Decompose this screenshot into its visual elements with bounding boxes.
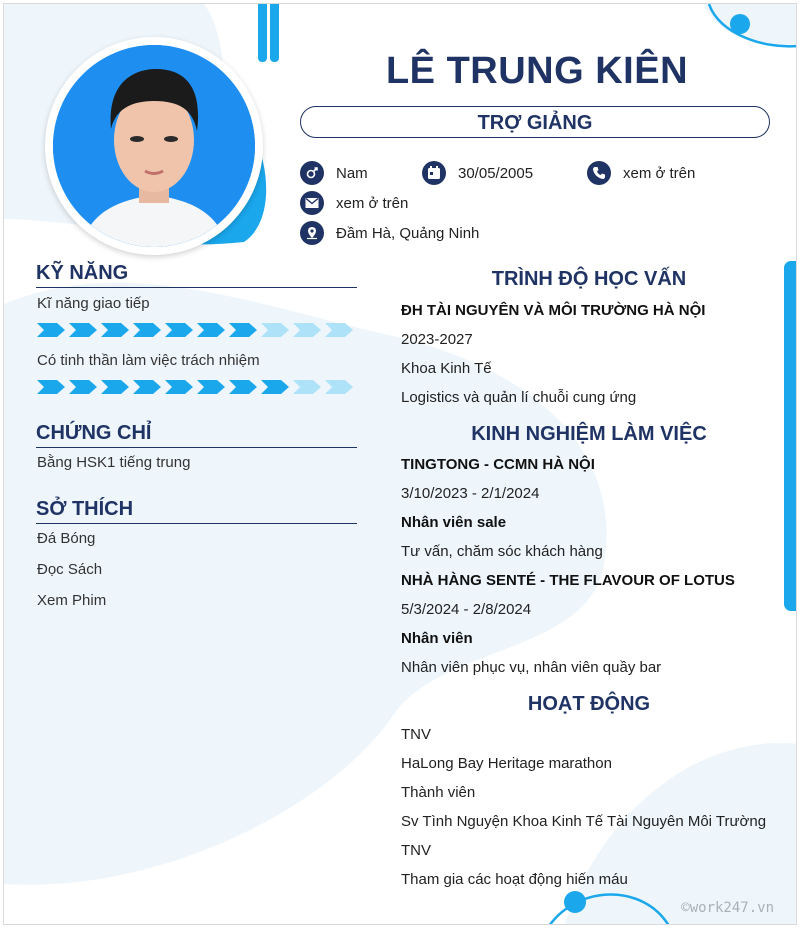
skill-chevron <box>197 323 227 337</box>
job-position: Nhân viên sale <box>401 514 507 531</box>
skills-heading: KỸ NĂNG <box>36 262 357 288</box>
study-period: 2023-2027 <box>401 331 473 348</box>
skill-chevron <box>261 380 291 394</box>
address-info <box>300 221 479 245</box>
company-name: NHÀ HÀNG SENTÉ - THE FLAVOUR OF LOTUS <box>401 572 735 589</box>
hobby-item: Đá Bóng <box>37 530 96 547</box>
activity-event: Sv Tình Nguyện Khoa Kinh Tế Tài Nguyên Môi Trường <box>401 813 767 830</box>
skill-chevron <box>101 380 131 394</box>
watermark: ©work247.vn <box>681 900 774 916</box>
skill-chevron <box>165 380 195 394</box>
job-position: Nhân viên <box>401 630 473 647</box>
skill-label: Kĩ năng giao tiếp <box>37 295 150 312</box>
activity-event: HaLong Bay Heritage marathon <box>401 755 612 772</box>
skill-label: Có tinh thần làm việc trách nhiệm <box>37 352 260 369</box>
gender-info <box>300 161 368 185</box>
skill-chevron <box>261 323 291 337</box>
location-pin-icon <box>300 221 324 245</box>
skill-chevron <box>37 380 67 394</box>
birthdate-value: 30/05/2005 <box>458 164 534 182</box>
phone-value: xem ở trên <box>623 164 696 182</box>
skill-chevron <box>325 380 355 394</box>
skill-chevron <box>293 380 323 394</box>
activity-role: Thành viên <box>401 784 476 801</box>
skill-chevron <box>69 380 99 394</box>
skill-chevron <box>133 380 163 394</box>
phone-icon <box>587 161 611 185</box>
birthdate-info <box>422 161 533 185</box>
activity-event: Tham gia các hoạt động hiến máu <box>401 871 628 888</box>
activity-role: TNV <box>401 726 431 743</box>
profile-photo-frame <box>45 37 263 255</box>
skill-chevron <box>197 380 227 394</box>
certificates-heading: CHỨNG CHỈ <box>36 422 357 448</box>
hobbies-heading: SỞ THÍCH <box>36 498 357 524</box>
company-name: TINGTONG - CCMN HÀ NỘI <box>401 456 595 473</box>
skill-chevron <box>133 323 163 337</box>
job-description: Nhân viên phục vụ, nhân viên quầy bar <box>401 659 662 676</box>
email-info <box>300 191 408 215</box>
email-icon <box>300 191 324 215</box>
hobby-item: Đọc Sách <box>37 561 103 578</box>
gender-icon <box>300 161 324 185</box>
skill-chevron <box>229 323 259 337</box>
candidate-name: LÊ TRUNG KIÊN <box>385 50 689 92</box>
major: Logistics và quản lí chuỗi cung ứng <box>401 389 637 406</box>
skill-chevron <box>293 323 323 337</box>
experience-heading: KINH NGHIỆM LÀM VIỆC <box>471 423 707 445</box>
skill-rating <box>37 323 357 337</box>
activities-heading: HOẠT ĐỘNG <box>527 693 651 715</box>
address-value: Đầm Hà, Quảng Ninh <box>336 224 480 242</box>
job-title: TRỢ GIẢNG <box>300 106 770 138</box>
profile-photo <box>53 45 255 247</box>
job-period: 3/10/2023 - 2/1/2024 <box>401 485 540 502</box>
gender-value: Nam <box>336 164 368 182</box>
education-heading: TRÌNH ĐỘ HỌC VẤN <box>491 268 687 290</box>
cv-page <box>3 3 797 925</box>
hobby-item: Xem Phim <box>37 592 107 609</box>
skill-rating <box>37 380 357 394</box>
school-name: ĐH TÀI NGUYÊN VÀ MÔI TRƯỜNG HÀ NỘI <box>401 302 706 319</box>
certificate-item: Bằng HSK1 tiếng trung <box>37 454 191 471</box>
skill-chevron <box>325 323 355 337</box>
job-period: 5/3/2024 - 2/8/2024 <box>401 601 532 618</box>
calendar-icon <box>422 161 446 185</box>
job-description: Tư vấn, chăm sóc khách hàng <box>401 543 603 560</box>
skill-chevron <box>69 323 99 337</box>
skill-chevron <box>229 380 259 394</box>
skill-chevron <box>101 323 131 337</box>
activity-role: TNV <box>401 842 431 859</box>
phone-info <box>587 161 695 185</box>
email-value: xem ở trên <box>336 194 409 212</box>
skill-chevron <box>165 323 195 337</box>
faculty: Khoa Kinh Tế <box>401 360 492 377</box>
skill-chevron <box>37 323 67 337</box>
